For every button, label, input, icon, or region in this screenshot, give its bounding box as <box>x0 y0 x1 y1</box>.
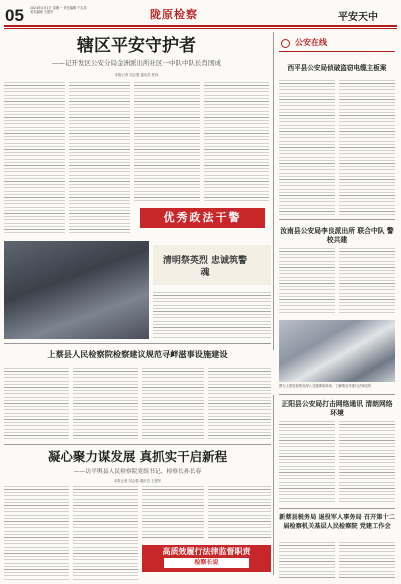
story-3-col-3 <box>142 368 204 440</box>
right-story-1-title: 西平县公安局侦破盗窃电缆主板案 <box>287 64 387 72</box>
story-4-col-4 <box>208 486 271 540</box>
story-3-col-4 <box>208 368 271 440</box>
story-4-col-3 <box>142 486 204 540</box>
story-3-col-2 <box>73 368 138 440</box>
right-story-4-col-2 <box>339 542 395 580</box>
excellent-officer-banner: 优秀政法干警 <box>140 208 265 228</box>
header-rule <box>4 25 397 27</box>
lead-subtitle: ——记开发区公安分局金洲派出所社区一中队中队长肖国成 <box>52 59 221 67</box>
bottom-banner <box>142 545 271 572</box>
lead-body-col-2 <box>69 82 130 235</box>
lead-body-col-1 <box>4 82 65 235</box>
right-story-2-col-2 <box>339 248 395 314</box>
page-number: 05 <box>5 6 24 25</box>
right-divider-3 <box>279 508 395 509</box>
right-story-2-col-1 <box>279 248 335 314</box>
lead-byline: 本报记者 刘志强 通讯员 张伟 <box>114 73 159 77</box>
page-meta: 2024年4月1日 星期一 责任编辑 于志英 美术编辑 王建华 <box>30 6 87 15</box>
right-story-1-col-2 <box>339 80 395 215</box>
newspaper-logo: 陇原检察 <box>150 8 198 21</box>
story-3-title: 上蔡县人民检察院检察建议规范寻衅滋事设施建设 <box>47 349 228 359</box>
column-divider <box>273 32 274 350</box>
lead-body-col-3 <box>134 82 200 202</box>
story-4-byline: 本报记者 刘志强 通讯员 王建华 <box>113 479 162 483</box>
right-story-4-title: 新蔡县税务局 退役军人事务局 召开第十二届检察机关基层人民检察院 党建工作会 <box>279 514 395 530</box>
photo-2-caption: 图为上蔡县检察官深入交通事故现场，了解情况并进行法律宣传 <box>279 384 372 388</box>
story-3-col-1 <box>4 368 69 440</box>
photo-caption-text <box>153 292 271 339</box>
ceremony-photo <box>4 241 149 339</box>
rescue-scene-photo <box>279 320 395 382</box>
story-4-title: 凝心聚力谋发展 真抓实干启新程 <box>47 449 228 464</box>
column-tag: 公安在线 <box>295 38 327 47</box>
bottom-banner-line-1: 高质效履行法律监督职责 <box>162 547 251 556</box>
story-4-rule <box>4 444 271 445</box>
column-tag-bar <box>279 36 395 52</box>
right-story-4-col-1 <box>279 542 335 580</box>
story-4-col-1 <box>4 486 69 580</box>
right-story-1-col-1 <box>279 80 335 215</box>
header-rule-thin <box>4 28 397 29</box>
right-story-2-title: 汝南县公安局李良派出所 联合中队 警校共建 <box>280 227 394 244</box>
column-divider-2 <box>273 395 274 575</box>
right-divider-1 <box>279 219 395 220</box>
right-story-3-title: 正阳县公安局打击网络通讯 清朗网络环境 <box>281 400 393 417</box>
lead-body-col-4 <box>204 82 269 202</box>
right-divider-2 <box>279 394 395 395</box>
story-4-subtitle: ——访平舆县人民检察院党组书记、检察长孙长春 <box>73 469 202 475</box>
right-story-3-col-1 <box>279 421 335 503</box>
bottom-banner-line-2: 检察长说 <box>164 558 249 568</box>
globe-icon <box>281 39 290 48</box>
lead-headline: 辖区平安守护者 <box>77 36 196 56</box>
story-4-col-2 <box>73 486 138 580</box>
right-story-3-col-2 <box>339 421 395 503</box>
story-3-rule <box>4 343 271 344</box>
section-title: 平安天中 <box>338 12 378 23</box>
photo-caption-title: 清明祭英烈 忠诚筑警魂 <box>162 256 248 278</box>
